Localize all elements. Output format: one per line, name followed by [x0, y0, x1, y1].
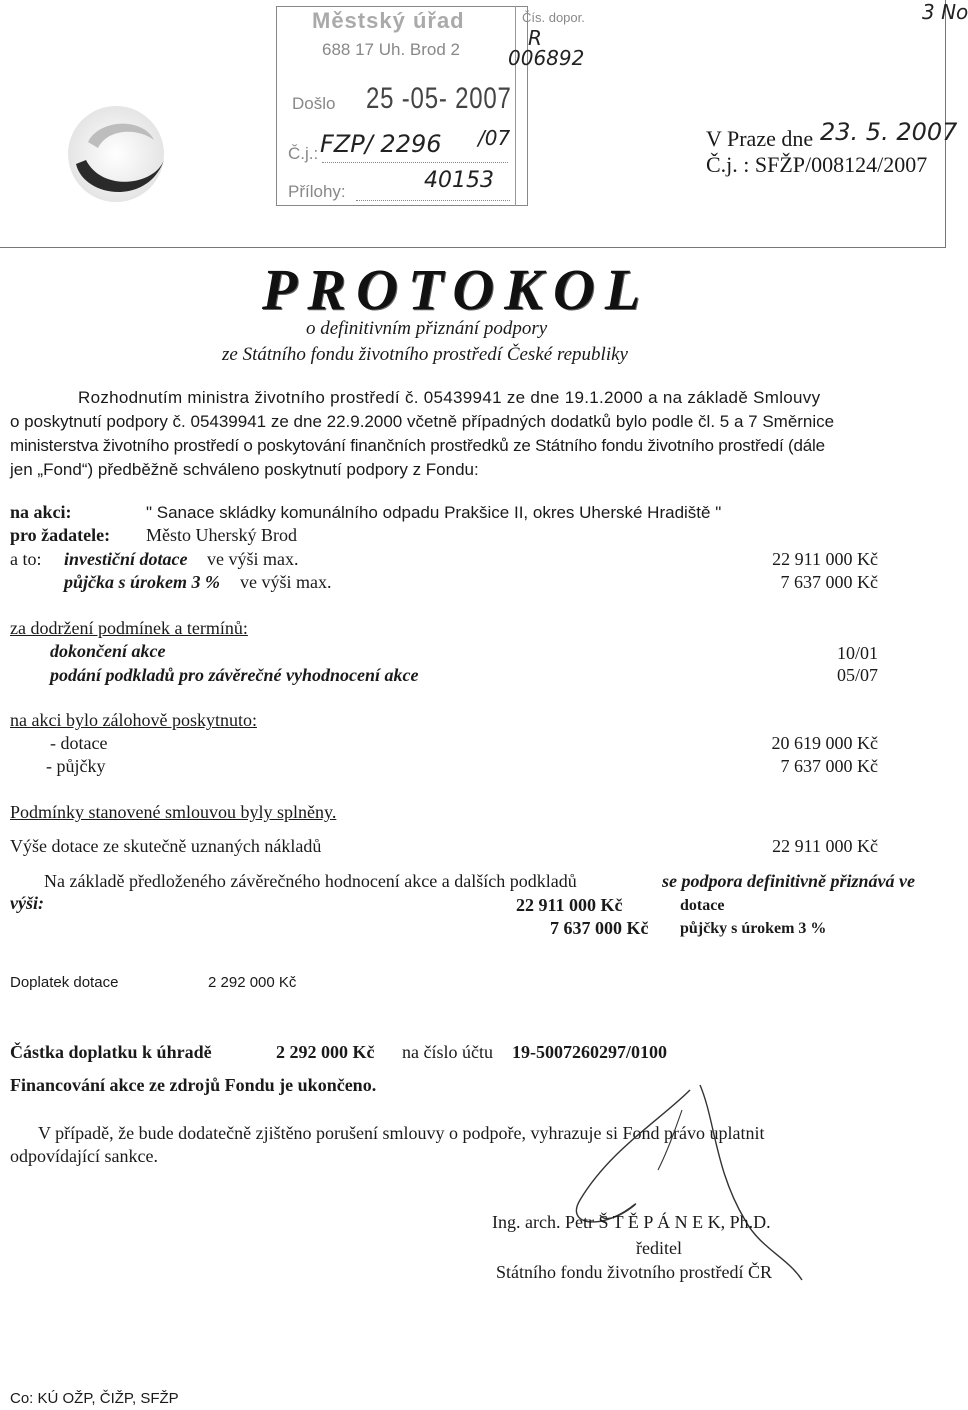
title-subtitle-1: o definitivním přiznání podpory	[306, 318, 548, 339]
zalohove-dotace-label: - dotace	[50, 733, 108, 753]
zaklad-text: Na základě předloženého závěrečného hodnocení akce a dalších podkladů	[44, 871, 577, 891]
zaklad-emphasis-1: se podpora definitivně přiznává ve	[662, 871, 915, 891]
zaklad-amount-1-label: dotace	[680, 897, 725, 914]
intro-line-2: o poskytnutí podpory č. 05439941 ze dne 22.9.2000 včetně případných dodatků bylo podle čl. 5 a 7 Směrnice	[10, 412, 835, 431]
podani-value: 05/07	[836, 665, 878, 685]
podani-label: podání podkladů pro závěrečné vyhodnocení akce	[50, 665, 419, 685]
stamp-cj-suffix: /07	[478, 126, 511, 150]
zaklad-amount-2: 7 637 000 Kč	[550, 918, 649, 938]
zalohove-heading: na akci bylo zálohově poskytnuto:	[10, 710, 257, 730]
signature-name: Ing. arch. Petr Š T Ě P Á N E K, Ph.D.	[492, 1212, 771, 1232]
stamp-cis-value: R	[528, 26, 542, 50]
stamp-cis-label: Čís. dopor.	[522, 10, 585, 25]
castka-label: Částka doplatku k úhradě	[10, 1042, 212, 1062]
stamp-office: Městský úřad	[312, 8, 465, 33]
zaklad-amount-2-label: půjčky s úrokem 3 %	[680, 920, 827, 937]
stamp-divider	[515, 6, 516, 206]
vyse-dotace-label: Výše dotace ze skutečně uznaných nákladů	[10, 836, 322, 856]
sankce-line-2: odpovídající sankce.	[10, 1146, 158, 1166]
akce-label: na akci:	[10, 502, 72, 522]
zaklad-emphasis-2: výši:	[10, 893, 44, 913]
corner-handwritten-mark: 3 No	[922, 0, 968, 24]
doplatek-value: 2 292 000 Kč	[208, 974, 297, 991]
reference-number: Č.j. : SFŽP/008124/2007	[706, 152, 928, 177]
stamp-cis-number: 006892	[508, 46, 585, 70]
stamp-cj-value: FZP/ 2296	[320, 130, 442, 158]
zadatel-value: Město Uherský Brod	[146, 525, 297, 545]
zadatel-label: pro žadatele:	[10, 525, 111, 545]
copy-recipients: Co: KÚ OŽP, ČIŽP, SFŽP	[10, 1390, 179, 1407]
document-title: PROTOKOL	[262, 257, 651, 322]
financovani-ukonceno: Financování akce ze zdrojů Fondu je ukončeno.	[10, 1075, 377, 1095]
stamp-prilohy-value: 40153	[424, 168, 494, 193]
akce-value: " Sanace skládky komunálního odpadu Prakšice II, okres Uherské Hradiště "	[146, 503, 722, 522]
fund-logo-icon	[58, 102, 174, 210]
terminy-heading: za dodržení podmínek a termínů:	[10, 618, 248, 638]
stamp-prilohy-label: Přílohy:	[288, 182, 346, 201]
dokonceni-value: 10/01	[836, 643, 878, 663]
ucet-value: 19-5007260297/0100	[512, 1042, 667, 1062]
ucet-label: na číslo účtu	[402, 1042, 493, 1062]
investicni-dotace-suffix: ve výši max.	[207, 549, 299, 569]
stamp-address: 688 17 Uh. Brod 2	[322, 40, 460, 59]
signature-organization: Státního fondu životního prostředí ČR	[496, 1262, 772, 1282]
title-subtitle-2: ze Státního fondu životního prostředí České republiky	[222, 344, 628, 365]
pujcka-suffix: ve výši max.	[240, 572, 332, 592]
intro-line-3: ministerstva životního prostředí o poskytování finančních prostředků ze Státního fondu životního prostředí (dále	[10, 436, 825, 455]
podminky-splneny: Podmínky stanovené smlouvou byly splněny.	[10, 802, 337, 822]
doplatek-label: Doplatek dotace	[10, 974, 119, 991]
date-value: 23. 5. 2007	[820, 118, 958, 146]
stamp-dosl-label: Došlo	[292, 94, 336, 113]
castka-value: 2 292 000 Kč	[276, 1042, 375, 1062]
dokonceni-label: dokončení akce	[50, 641, 166, 661]
pujcka-label: půjčka s úrokem 3 %	[64, 572, 221, 592]
stamp-cj-line	[322, 162, 508, 163]
ato-label: a to:	[10, 549, 42, 569]
intro-line-4: jen „Fond“) předběžně schváleno poskytnutí podpory z Fondu:	[10, 460, 479, 479]
zalohove-pujcky-label: - půjčky	[46, 756, 106, 776]
pujcka-amount: 7 637 000 Kč	[780, 572, 878, 592]
sankce-line-1: V případě, že bude dodatečně zjištěno porušení smlouvy o podpoře, vyhrazuje si Fond právo uplatnit	[38, 1123, 765, 1143]
stamp-cj-label: Č.j.:	[288, 144, 319, 163]
zalohove-pujcky-value: 7 637 000 Kč	[780, 756, 878, 776]
zaklad-amount-1: 22 911 000 Kč	[516, 895, 623, 915]
signature-role: ředitel	[636, 1238, 682, 1258]
zalohove-dotace-value: 20 619 000 Kč	[771, 733, 878, 753]
stamp-dosl-date: 25 -05- 2007	[366, 82, 512, 115]
date-label: V Praze dne	[706, 126, 814, 151]
vyse-dotace-value: 22 911 000 Kč	[772, 836, 878, 856]
investicni-dotace-amount: 22 911 000 Kč	[772, 549, 878, 569]
stamp-prilohy-line	[356, 200, 510, 201]
investicni-dotace-label: investiční dotace	[64, 549, 188, 569]
intro-line-1: Rozhodnutím ministra životního prostředí č. 05439941 ze dne 19.1.2000 a na základě Smlouvy	[78, 388, 821, 407]
